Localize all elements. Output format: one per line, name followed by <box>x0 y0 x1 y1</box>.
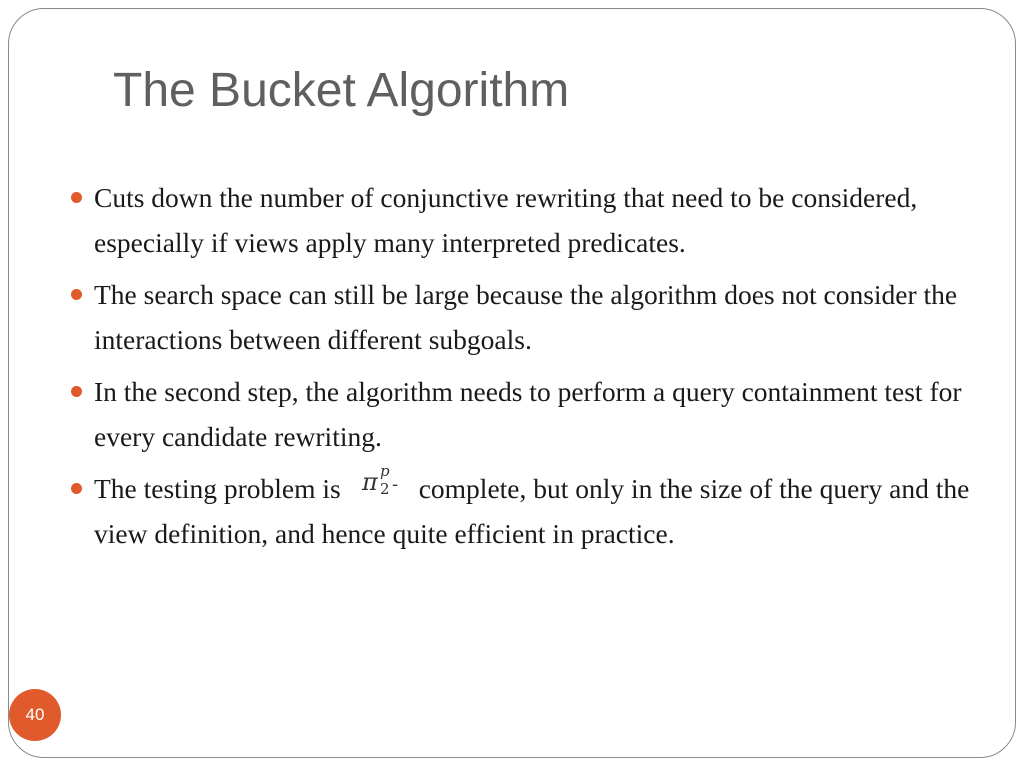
bullet-text-before-math: The testing problem is <box>94 473 341 504</box>
page-number-badge <box>9 689 61 741</box>
bullet-text: The search space can still be large because the algorithm does not consider the interactions between different subgoals. <box>94 279 958 355</box>
page-number: 40 <box>25 705 45 724</box>
bullet-text: Cuts down the number of conjunctive rewriting that need to be considered, especially if views apply many interpreted predicates. <box>94 182 918 258</box>
bullet-dot-icon <box>71 192 82 203</box>
pi-formula-graphic <box>361 456 405 498</box>
slide <box>8 8 1016 758</box>
bullet-text-after-math: complete, but only in the size of the query and the view definition, and hence quite efficient in practice. <box>94 473 970 549</box>
pi-subscript: 2 <box>379 480 390 498</box>
pi-superscript: p <box>379 462 390 480</box>
bullet-dot-icon <box>71 483 82 494</box>
bullet-item <box>71 462 971 556</box>
bullet-text: In the second step, the algorithm needs to perform a query containment test for every candidate rewriting. <box>94 376 962 452</box>
pi-complexity-class <box>341 462 419 511</box>
bullet-dot-icon <box>71 289 82 300</box>
bullet-item <box>71 272 971 362</box>
bullet-list <box>71 175 971 563</box>
bullet-item <box>71 175 971 265</box>
pi-symbol: π <box>361 468 378 496</box>
slide-title: The Bucket Algorithm <box>113 64 570 117</box>
pi-suffix: - <box>391 474 398 495</box>
bullet-dot-icon <box>71 386 82 397</box>
bullet-item <box>71 369 971 459</box>
